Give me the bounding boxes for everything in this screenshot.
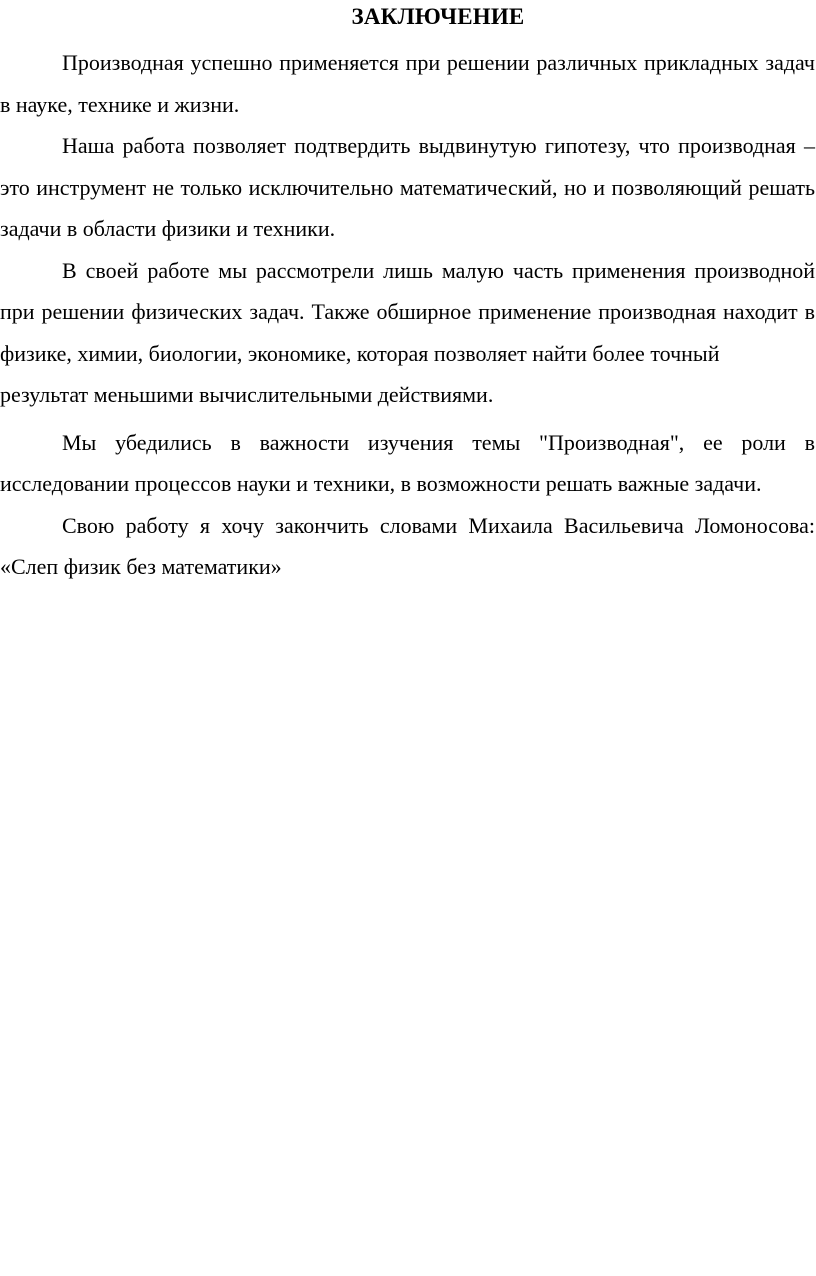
- paragraph-2: Наша работа позволяет подтвердить выдвинутую гипотезу, что производная – это инструмент не только исключительно математический, но и позволяющий решать задачи в области физики и техники.: [0, 133, 815, 241]
- paragraph-4: Мы убедились в важности изучения темы "Производная", ее роли в исследовании процессов науки и техники, в возможности решать важные задачи.: [0, 429, 815, 496]
- page-title: ЗАКЛЮЧЕНИЕ: [351, 4, 525, 29]
- paragraph-3: В своей работе мы рассмотрели лишь малую часть применения производной при решении физических задач. Также обширное применение производная находит в физике, химии, биологии, экономике, которая позволяет найти более точный: [0, 257, 815, 366]
- document-body: [0, 42, 815, 588]
- paragraph-1: Производная успешно применяется при решении различных прикладных задач в науке, технике и жизни.: [0, 50, 815, 117]
- paragraph-3-continuation: результат меньшими вычислительными действиями.: [0, 382, 494, 407]
- paragraph-5: Свою работу я хочу закончить словами Михаила Васильевича Ломоносова: «Слеп физик без математики»: [0, 512, 815, 579]
